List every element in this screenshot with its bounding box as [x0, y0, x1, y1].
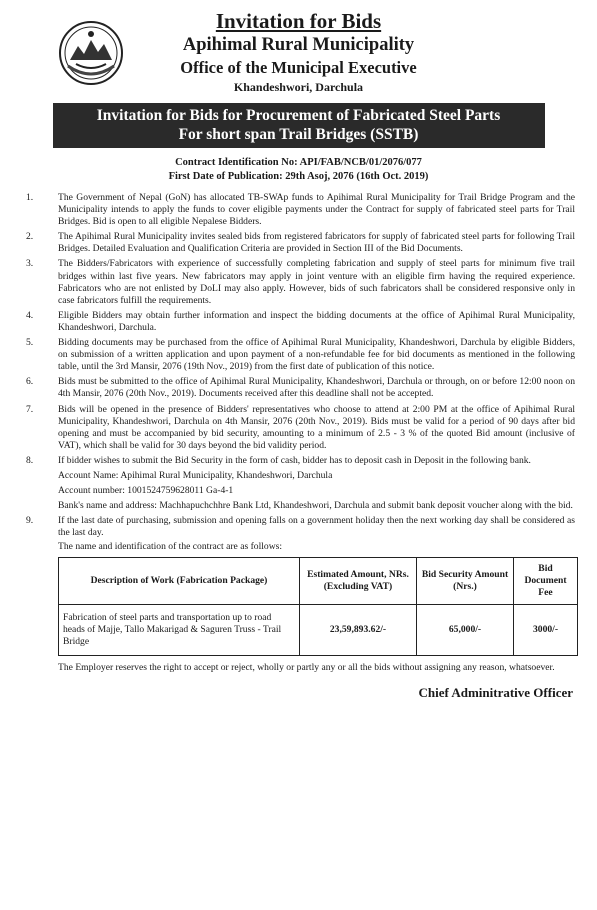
notice-title: Invitation for Bids: [215, 9, 382, 33]
cell-description: Fabrication of steel parts and transportation up to road heads of Majje, Tallo Makarigad & Saguren Truss - Trail Bridge: [59, 605, 300, 656]
cell-amount: 23,59,893.62/-: [300, 605, 417, 656]
emblem-icon: [58, 20, 124, 86]
notice-item: 4. Eligible Bidders may obtain further information and inspect the bidding documents at the office of Apihimal Rural Municipality, Khandeshwori, Darchula.: [26, 309, 575, 333]
notice-item: 9. If the last date of purchasing, submission and opening falls on a government holiday then the next working day shall be considered as the last day.: [26, 515, 575, 539]
banner-line-1: Invitation for Bids for Procurement of Fabricated Steel Parts: [96, 107, 501, 124]
closing-statement: The Employer reserves the right to accept or reject, wholly or partly any or all the bids without assigning any reason, whatsoever.: [58, 662, 555, 674]
publication-date: First Date of Publication: 29th Asoj, 2076 (16th Oct. 2019): [168, 171, 429, 182]
signatory-title: Chief Adminitrative Officer: [418, 684, 573, 700]
header-amount: Estimated Amount, NRs. (Excluding VAT): [300, 558, 417, 605]
notice-item: 5. Bidding documents may be purchased from the office of Apihimal Rural Municipality, Khandeshwori, Darchula by eligible Bidders, on submission of a written application and upon payment of a non-refundable fee for bid documents as mentioned in the following table, until the 3rd Mansir, 2076 (19th Nov., 2019) from the first date of publication of this notice.: [26, 337, 575, 373]
header-description: Description of Work (Fabrication Package): [59, 558, 300, 605]
header-security: Bid Security Amount (Nrs.): [417, 558, 514, 605]
notice-item: 3. The Bidders/Fabricators with experience of successfully completing fabrication and supply of steel parts for minimum five trail bridges within last five years. New fabricators may apply in joint venture with an eligible firm having the required experience. Fabricators who are not enlisted by DoLI may also apply. However, bids of such fabricators shall be considered responsive only in case fabricators fulfill the requirements.: [26, 258, 575, 306]
cell-fee: 3000/-: [514, 605, 578, 656]
cell-security: 65,000/-: [417, 605, 514, 656]
notice-item: 7. Bids will be opened in the presence of Bidders' representatives who choose to attend at 2:00 PM at the office of Apihimal Rural Municipality, Khandeshwori, Darchula on 4th Mansir, 2076 (20th Nov., 2019). Bids must be valid for a period of 90 days after bid opening and must be accompanied by bid security, amounting to a minimum of 2.5 - 3 % of the quoted Bid amount (inclusive of VAT), which shall be valid for 30 days beyond the bid validity period.: [26, 403, 575, 451]
banner-line-2: For short span Trail Bridges (SSTB): [178, 126, 419, 143]
bank-details: Bank's name and address: Machhapuchchhre Bank Ltd, Khandeshwori, Darchula and submit bank deposit voucher along with the bid.: [58, 500, 573, 512]
table-intro: The name and identification of the contract are as follows:: [58, 541, 283, 553]
notice-item: 2. The Apihimal Rural Municipality invites sealed bids from registered fabricators for supply of fabricated steel parts for following Trail Bridges. Detailed Evaluation and Qualification Criteria are provided in Section III of the Bid Documents.: [26, 231, 575, 255]
notice-item: 1. The Government of Nepal (GoN) has allocated TB-SWAp funds to Apihimal Rural Municipality for Trail Bridge Program and the Municipality intends to apply the funds to cover eligible payments under the Contract for supply of fabricated steel parts for Trail Bridges. Bid is open to all eligible Nepalese Bidders.: [26, 192, 575, 228]
notice-items: [22, 192, 575, 539]
notice-item: 6. Bids must be submitted to the office of Apihimal Rural Municipality, Khandeshwori, Darchula or through, on or before 12:00 noon on 4th Mansir, 2076 (20th Nov., 2019). Documents received after this deadline shall not be accepted.: [26, 376, 575, 400]
contract-table: [58, 557, 578, 656]
contract-id: Contract Identification No: API/FAB/NCB/01/2076/077: [175, 157, 422, 168]
office-location: Khandeshwori, Darchula: [233, 80, 364, 94]
office-name: Office of the Municipal Executive: [180, 58, 417, 77]
organization-name: Apihimal Rural Municipality: [182, 35, 415, 55]
contract-info: [22, 156, 575, 184]
header-fee: Bid Document Fee: [514, 558, 578, 605]
table-row: [59, 605, 578, 656]
procurement-banner: [53, 103, 545, 148]
notice-item-bank: 8. If bidder wishes to submit the Bid Security in the form of cash, bidder has to deposit cash in Deposit in the following bank. Account Name: Apihimal Rural Municipality, Khandeshwori, Darchula Account number: 1001524759628011 Ga-4-1 Bank's name and address: Machhapuchchhre Bank Ltd, Khandeshwori, Darchula and submit bank deposit voucher along with the bid.: [22, 455, 575, 512]
account-number: Account number: 1001524759628011 Ga-4-1: [58, 485, 234, 497]
table-header-row: [59, 558, 578, 605]
account-name: Account Name: Apihimal Rural Municipality, Khandeshwori, Darchula: [58, 469, 333, 481]
